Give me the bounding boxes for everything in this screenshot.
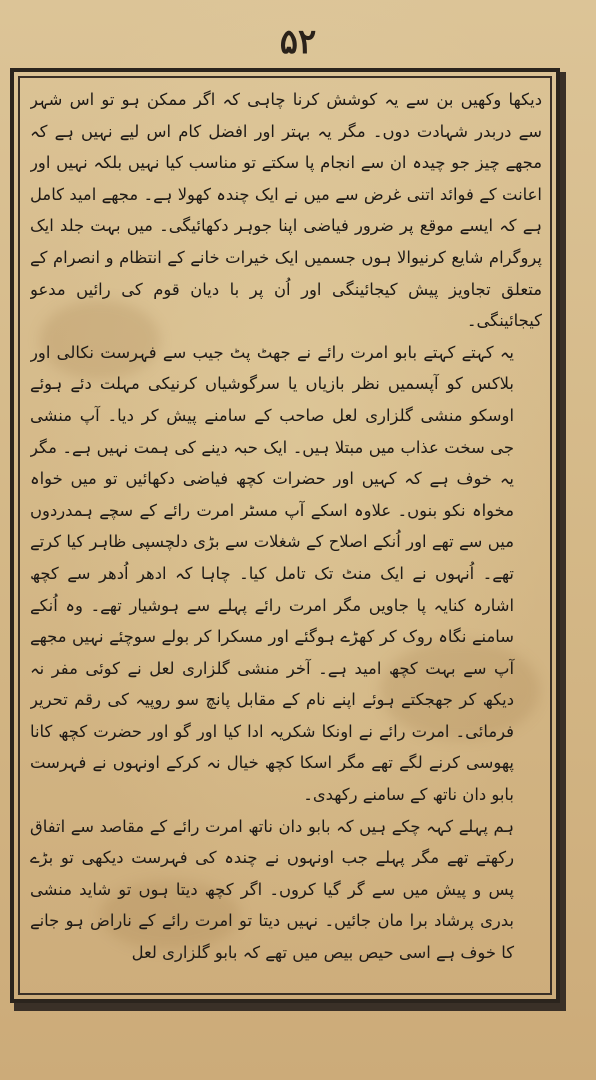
frame-shadow-bottom xyxy=(14,1003,566,1011)
paragraph-3: ہم پہلے کہہ چکے ہیں کہ بابو دان ناتھ امرت رائے کے مقاصد سے اتفاق رکھتے تھے مگر پہلے جب اونہوں نے چندہ کی فہرست دیکھی تو بڑے پس و پیش میں سے گر گیا کروں۔ اگر کچھ دیتا ہوں تو شاید منشی بدری پرشاد برا مان جائیں۔ نہیں دیتا تو امرت رائے کے ناراض ہو جانے کا خوف ہے اسی حیص بیص میں تھے کہ بابو گلزاری لعل xyxy=(30,816,514,963)
frame-shadow-right xyxy=(560,72,566,1011)
paragraph-1: دیکھا وکھیں بن سے یہ کوشش کرنا چاہی کہ اگر ممکن ہو تو اس شہر سے دربدر شہادت دوں۔ مگر یہ بہتر اور افضل کام اس لیے نہیں ہے کہ مجھے چیز جو چیدہ ان سے انجام پا سکتے تو مناسب کیا نہیں بلکہ نہیں اور اعانت کے فوائد اتنی غرض سے میں نے ایک چندہ کھولا ہے۔ مجھے امید کامل ہے کہ ایسے موقع پر ضرور فیاضی اپنا جوہر دکھائیگی۔ میں بہت جلد ایک پروگرام شایع کرنیوالا ہوں جسمیں ایک خیرات خانے کے انتظام و انصرام کے متعلق تجاویز پیش کیجائینگی اور اُن پر با دیان قوم کی رائیں مدعو کیجائینگی۔ xyxy=(30,90,542,331)
body-text xyxy=(30,84,542,989)
page-number: ۵۲ xyxy=(279,22,317,62)
paragraph-2: یہ کہتے کہتے بابو امرت رائے نے جھٹ پٹ جیب سے فہرست نکالی اور بلاکس کو آپسمیں نظر بازیاں یا سرگوشیاں کرنیکی مہلت دئے ہوئے اوسکو منشی گلزاری لعل صاحب کے سامنے پیش کر دیا۔ آپ منشی جی سخت عذاب میں مبتلا ہیں۔ ایک حبہ دینے کی ہمت نہیں ہے۔ مگر یہ خوف ہے کہ کہیں اور حضرات کچھ فیاضی دکھائیں تو میں خواہ مخواہ نکو بنوں۔ علاوہ اسکے آپ مسٹر امرت رائے کے سچے ہمدردوں میں سے تھے اور اُنکے اصلاح کے شغلات سے بڑی دلچسپی ظاہر کیا کرتے تھے۔ اُنہوں نے ایک منٹ تک تامل کیا۔ چاہا کہ ادھر اُدھر سے کچھ اشارہ کنایہ پا جاویں مگر امرت رائے پہلے سے ہوشیار تھے۔ وہ اُنکے سامنے نگاہ روک کر کھڑے ہوگئے اور مسکرا کر بولے سوچئے نہیں مجھے آپ سے بہت کچھ امید ہے۔ آخر منشی گلزاری لعل نے کوئی مفر نہ دیکھ کر جھجکتے ہوئے اپنے نام کے مقابل پانچ سو روپیہ کی رقم تحریر فرمائی۔ امرت رائے نے اونکا شکریہ ادا کیا اور گو اور حضرت کچھ کانا پھوسی کرنے لگے تھے مگر اسکا کچھ خیال نہ کرکے اونہوں نے فہرست بابو دان ناتھ کے سامنے رکھدی۔ xyxy=(30,342,514,805)
